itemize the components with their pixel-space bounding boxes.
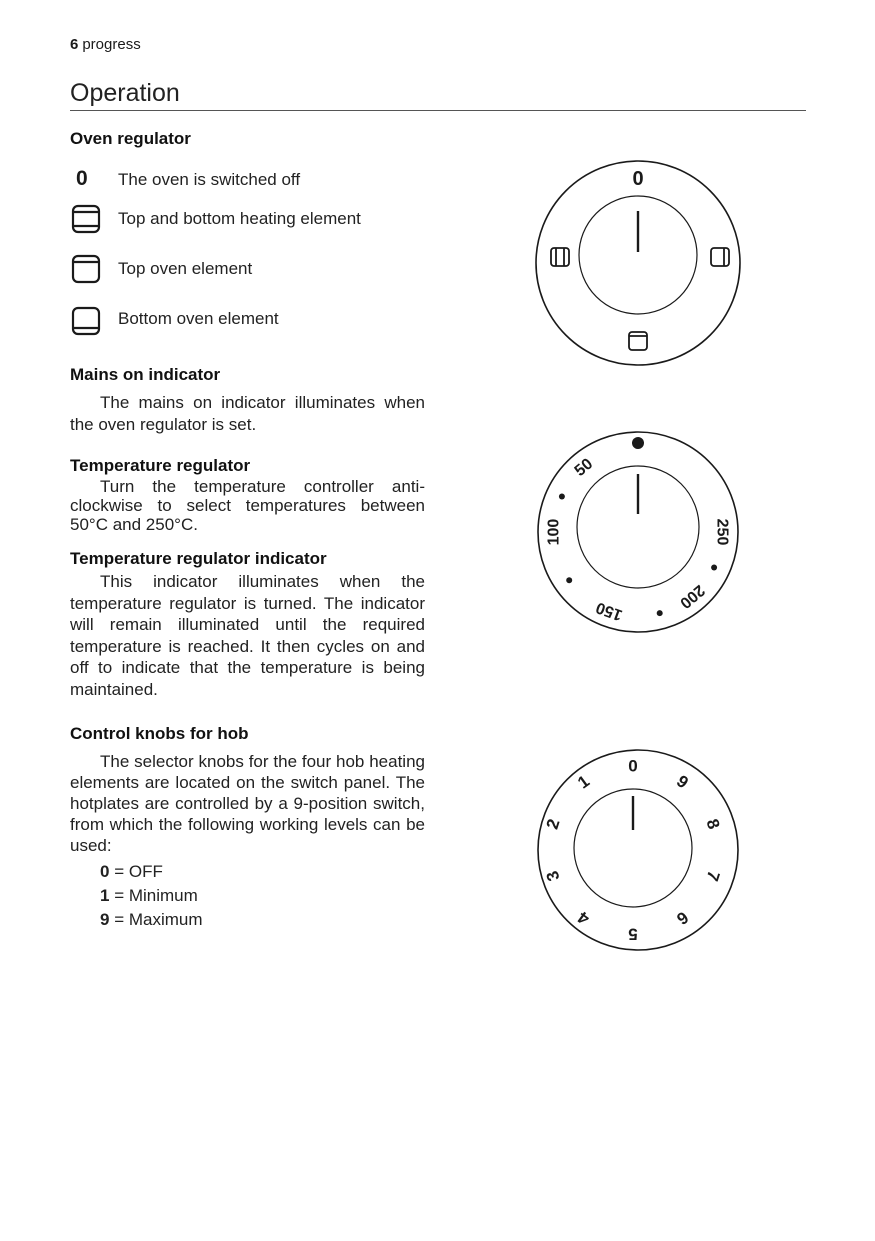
off-zero-icon: 0 [76, 167, 88, 190]
temp-regulator-text: Turn the temperature controller anti-clockwise to select temperatures between 50°C and 250°C. [70, 477, 425, 534]
dial-tick-dot [657, 610, 663, 616]
hob-label-8: 8 [702, 816, 724, 832]
bottom-heat-icon [70, 306, 102, 338]
legend-text-bottom: Bottom oven element [118, 309, 279, 328]
page-header [70, 36, 141, 53]
hob-label-3: 3 [542, 868, 564, 884]
hob-heading: Control knobs for hob [70, 724, 249, 743]
knob-outer-ring [538, 750, 738, 950]
level-item: 9 = Maximum [100, 910, 203, 929]
hob-label-2: 2 [542, 816, 564, 832]
dial-tick-dot [559, 494, 565, 500]
hob-label-1: 1 [574, 771, 594, 793]
mains-paragraph [70, 392, 425, 435]
knob-outer-ring [536, 161, 740, 365]
temp-regulator-heading: Temperature regulator [70, 456, 251, 475]
knob-top-bottom-icon [551, 248, 569, 266]
legend-text-top: Top oven element [118, 259, 253, 278]
mains-heading: Mains on indicator [70, 365, 221, 384]
title-rule [70, 110, 806, 111]
temp-label-150: 150 [593, 598, 625, 624]
hob-levels-list [100, 860, 203, 932]
legend-text-top-bottom: Top and bottom heating element [118, 209, 361, 228]
hob-control-knob [530, 744, 746, 960]
temp-label-250: 250 [713, 518, 731, 546]
knob-outer-ring [538, 432, 738, 632]
top-bottom-heat-icon [70, 204, 102, 236]
brand-name: progress [82, 36, 141, 53]
oven-regulator-knob [530, 155, 746, 371]
section-title: Operation [70, 79, 180, 107]
hob-label-6: 6 [672, 907, 692, 929]
level-item: 1 = Minimum [100, 886, 198, 905]
knob-top-icon [711, 248, 729, 266]
mains-indicator-dot [632, 437, 644, 449]
legend-row-top-bottom [70, 204, 470, 236]
temp-label-200: 200 [676, 581, 708, 612]
oven-regulator-heading: Oven regulator [70, 129, 191, 148]
level-item: 0 = OFF [100, 862, 163, 881]
temp-label-50: 50 [571, 455, 597, 480]
temp-indicator-heading: Temperature regulator indicator [70, 549, 327, 568]
temperature-regulator-knob [530, 424, 746, 640]
dial-tick-dot [711, 565, 717, 571]
legend-row-off [70, 165, 470, 197]
hob-label-0: 0 [628, 756, 638, 776]
temp-indicator-text: This indicator illuminates when the temperature regulator is turned. The indicator will remain illuminated until the required temperature is reached. It then cycles on and off to indicate that the temperature is being maintained. [70, 572, 425, 699]
mains-text: The mains on indicator illuminates when the oven regulator is set. [70, 393, 425, 434]
dial-tick-dot [566, 577, 572, 583]
hob-text: The selector knobs for the four hob heating elements are located on the switch panel. The hotplates are controlled by a 9-position switch, from which the following working levels can be used: [70, 752, 425, 855]
top-heat-icon [70, 254, 102, 286]
hob-paragraph [70, 751, 425, 856]
hob-label-9: 9 [672, 771, 692, 793]
hob-label-4: 4 [574, 907, 594, 929]
temp-label-100: 100 [545, 518, 563, 546]
legend-text-off: The oven is switched off [118, 170, 301, 189]
knob-bottom-icon [629, 332, 647, 350]
temp-indicator-paragraph [70, 571, 425, 700]
hob-label-5: 5 [628, 924, 638, 944]
page-number: 6 [70, 36, 79, 53]
temp-regulator-paragraph [70, 477, 425, 534]
hob-label-7: 7 [702, 868, 724, 884]
legend-row-top [70, 254, 470, 286]
knob-label-off: 0 [632, 168, 644, 190]
legend-row-bottom [70, 306, 470, 338]
